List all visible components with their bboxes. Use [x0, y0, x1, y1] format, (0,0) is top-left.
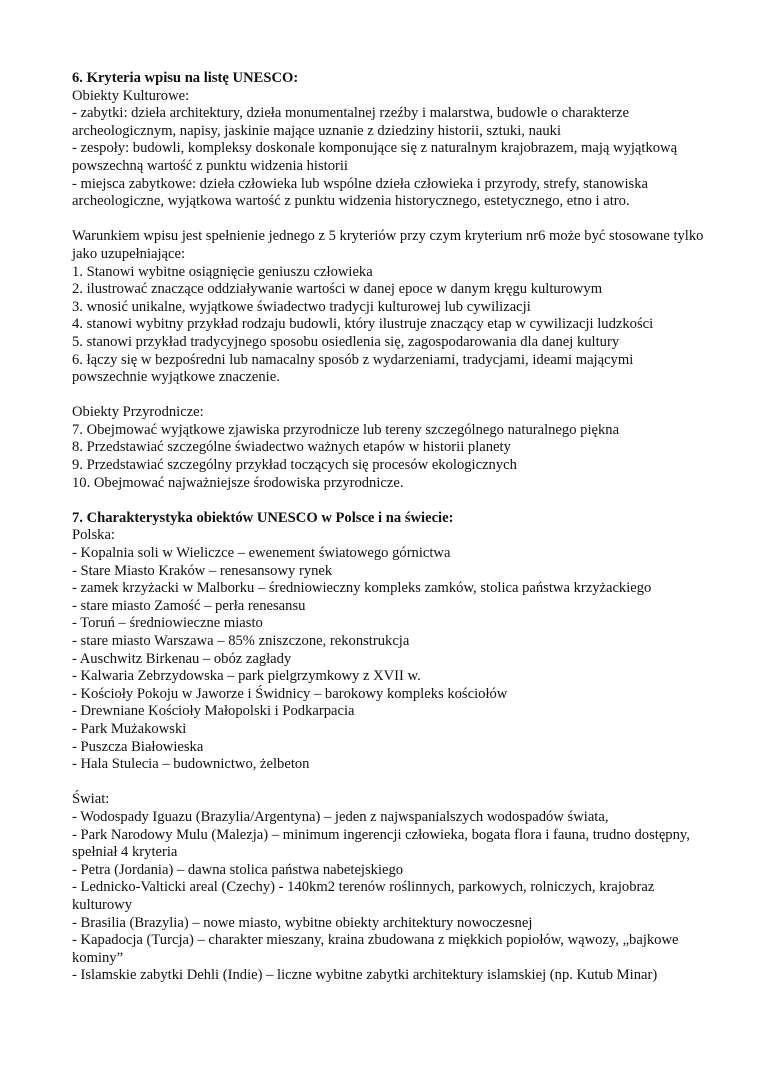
world-site-item: - Park Narodowy Mulu (Malezja) – minimum ingerencji człowieka, bogata flora i fauna, trudno dostępny, spełniał 4 kryteria [72, 826, 690, 861]
document-page [72, 70, 712, 985]
world-site-item: - Petra (Jordania) – dawna stolica państwa nabetejskiego [72, 861, 404, 878]
cultural-objects-label: Obiekty Kulturowe: [72, 87, 190, 104]
natural-criterion-item: 7. Obejmować wyjątkowe zjawiska przyrodnicze lub tereny szczególnego naturalnego piękna [72, 421, 620, 438]
criterion-item: 6. łączy się w bezpośredni lub namacalny sposób z wydarzeniami, tradycjami, ideami mającymi powszechnie wyjątkowe znaczenie. [72, 351, 634, 386]
spacer [72, 774, 712, 792]
cultural-item: - zabytki: dzieła architektury, dzieła monumentalnej rzeźby i malarstwa, budowle o charakterze archeologicznym, napisy, jaskinie mające uznanie z dziedziny historii, sztuki, nauki [72, 105, 630, 139]
poland-site-item: - Toruń – średniowieczne miasto [72, 615, 263, 632]
spacer [72, 387, 712, 405]
poland-site-item: - stare miasto Zamość – perła renesansu [72, 597, 306, 614]
poland-site-item: - Drewniane Kościoły Małopolski i Podkarpacia [72, 703, 355, 720]
criterion-item: 4. stanowi wybitny przykład rodzaju budowli, który ilustruje znaczący etap w cywilizacji ludzkości [72, 316, 654, 333]
cultural-item: - miejsca zabytkowe: dzieła człowieka lub wspólne dzieła człowieka i przyrody, strefy, stanowiska archeologiczne, wyjątkowa wartość z punktu widzenia historycznego, estetycznego, etno i atro. [72, 175, 648, 210]
natural-criterion-item: 9. Przedstawiać szczególny przykład toczących się procesów ekologicznych [72, 457, 517, 474]
criterion-item: 3. wnosić unikalne, wyjątkowe świadectwo tradycji kulturowej lub cywilizacji [72, 298, 531, 315]
poland-site-item: - Puszcza Białowieska [72, 738, 204, 755]
poland-site-item: - Hala Stulecia – budownictwo, żelbeton [72, 756, 310, 773]
section-7-heading: 7. Charakterystyka obiektów UNESCO w Polsce i na świecie: [72, 509, 454, 526]
world-label: Świat: [72, 791, 110, 808]
criterion-item: 2. ilustrować znaczące oddziaływanie wartości w danej epoce w danym kręgu kulturowym [72, 281, 603, 298]
poland-site-item: - Kopalnia soli w Wieliczce – ewenement światowego górnictwa [72, 545, 451, 562]
poland-site-item: - Auschwitz Birkenau – obóz zagłady [72, 650, 292, 667]
world-site-item: - Wodospady Iguazu (Brazylia/Argentyna) – jeden z najwspanialszych wodospadów świata, [72, 808, 609, 825]
world-site-item: - Lednicko-Valticki areal (Czechy) - 140km2 terenów roślinnych, parkowych, rolniczych, krajobraz kulturowy [72, 879, 655, 913]
world-site-item: - Brasilia (Brazylia) – nowe miasto, wybitne obiekty architektury nowoczesnej [72, 914, 533, 931]
natural-criterion-item: 8. Przedstawiać szczególne świadectwo ważnych etapów w historii planety [72, 439, 511, 456]
poland-label: Polska: [72, 527, 115, 544]
section-6-heading: 6. Kryteria wpisu na listę UNESCO: [72, 70, 299, 86]
criterion-item: 5. stanowi przykład tradycyjnego sposobu osiedlenia się, zagospodarowania dla danej kultury [72, 333, 620, 350]
natural-objects-label: Obiekty Przyrodnicze: [72, 404, 204, 421]
world-site-item: - Islamskie zabytki Dehli (Indie) – liczne wybitne zabytki architektury islamskiej (np. Kutub Minar) [72, 967, 658, 984]
poland-site-item: - Stare Miasto Kraków – renesansowy rynek [72, 562, 333, 579]
poland-site-item: - Park Mużakowski [72, 720, 187, 737]
cultural-item: - zespoły: budowli, kompleksy doskonale komponujące się z naturalnym krajobrazem, mają wyjątkową powszechną wartość z punktu widzenia historii [72, 140, 678, 174]
spacer [72, 211, 712, 229]
criterion-item: 1. Stanowi wybitne osiągnięcie geniuszu człowieka [72, 263, 373, 280]
world-site-item: - Kapadocja (Turcja) – charakter mieszany, kraina zbudowana z miękkich popiołów, wąwozy, „bajkowe kominy” [72, 932, 679, 966]
natural-criterion-item: 10. Obejmować najważniejsze środowiska przyrodnicze. [72, 474, 404, 491]
poland-site-item: - zamek krzyżacki w Malborku – średniowieczny kompleks zamków, stolica państwa krzyżackiego [72, 580, 652, 597]
spacer [72, 492, 712, 510]
condition-text: Warunkiem wpisu jest spełnienie jednego z 5 kryteriów przy czym kryterium nr6 może być stosowane tylko jako uzupełniające: [72, 228, 704, 262]
poland-site-item: - Kościoły Pokoju w Jaworze i Świdnicy – barokowy kompleks kościołów [72, 685, 508, 702]
poland-site-item: - Kalwaria Zebrzydowska – park pielgrzymkowy z XVII w. [72, 668, 421, 685]
poland-site-item: - stare miasto Warszawa – 85% zniszczone, rekonstrukcja [72, 633, 410, 649]
